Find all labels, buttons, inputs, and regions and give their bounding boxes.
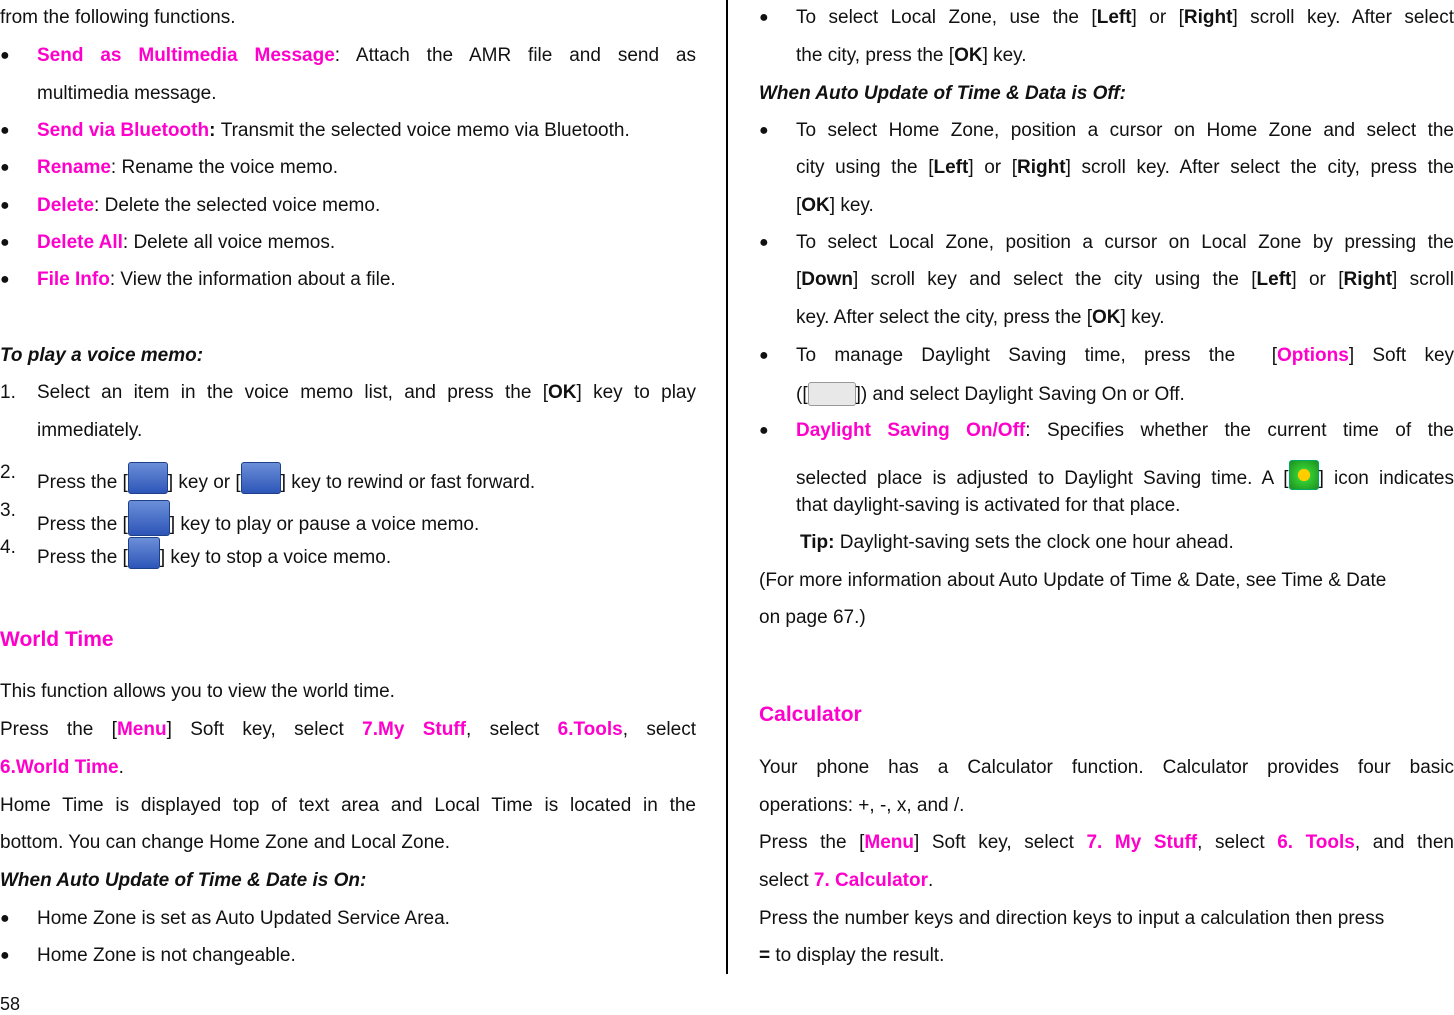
auto-on-heading: When Auto Update of Time & Date is On: — [0, 870, 367, 891]
daylight-item-cont: selected place is adjusted to Daylight Saving time. A [ ] icon indicates — [796, 460, 1454, 490]
daylight-saving-icon — [1289, 460, 1319, 490]
daylight-manage: ● To manage Daylight Saving time, press the [Options] Soft key — [759, 345, 1454, 366]
daylight-manage-cont: ([ ]) and select Daylight Saving On or Off. — [796, 384, 1185, 405]
home-zone-off-cont2: [OK] key. — [796, 195, 874, 216]
step-3: 3. Press the [ ] key to play or pause a voice memo. — [0, 500, 480, 535]
calculator-press-cont: select 7. Calculator. — [759, 870, 934, 891]
option-send-mms-cont: multimedia message. — [37, 83, 217, 104]
world-time-title: World Time — [0, 628, 114, 651]
calculator-keys: Press the number keys and direction keys to input a calculation then press — [759, 908, 1385, 929]
local-zone-on-cont: the city, press the [OK] key. — [796, 45, 1027, 66]
home-zone-off-cont: city using the [Left] or [Right] scroll key. After select the city, press the — [796, 157, 1454, 178]
auto-on-item: ● Home Zone is not changeable. — [0, 945, 296, 966]
page-number: 58 — [0, 994, 21, 1014]
play-pause-icon — [128, 500, 170, 536]
step-1-cont: immediately. — [37, 420, 143, 441]
option-send-bluetooth: ● Send via Bluetooth: Transmit the selected voice memo via Bluetooth. — [0, 120, 630, 141]
local-zone-off-cont: [Down] scroll key and select the city using the [Left] or [Right] scroll — [796, 269, 1454, 290]
calculator-desc-cont: operations: +, -, x, and /. — [759, 795, 965, 816]
soft-key-icon — [808, 382, 856, 406]
local-zone-off: ● To select Local Zone, position a cursor on Local Zone by pressing the — [759, 232, 1454, 253]
bullet: ● — [0, 47, 10, 64]
option-delete: ● Delete: Delete the selected voice memo. — [0, 195, 381, 216]
step-1: 1. Select an item in the voice memo list, and press the [OK] key to play — [0, 382, 696, 403]
option-name: Send via Bluetooth — [37, 120, 210, 141]
stop-icon — [128, 537, 160, 569]
rewind-icon — [128, 462, 168, 494]
option-name: Rename — [37, 157, 111, 178]
local-zone-off-cont2: key. After select the city, press the [OK] key. — [796, 307, 1165, 328]
daylight-item-cont2: that daylight-saving is activated for that place. — [796, 495, 1181, 516]
step-2: 2. Press the [ ] key or [ ] key to rewind or fast forward. — [0, 462, 536, 493]
fast-forward-icon — [241, 462, 281, 494]
tip: Tip: Daylight-saving sets the clock one hour ahead. — [800, 532, 1234, 553]
calculator-desc: Your phone has a Calculator function. Calculator provides four basic — [759, 757, 1454, 778]
calculator-keys-cont: = to display the result. — [759, 945, 945, 966]
column-divider — [726, 0, 728, 974]
play-heading: To play a voice memo: — [0, 345, 204, 366]
world-time-press-cont: 6.World Time. — [0, 757, 124, 778]
local-zone-on: ● To select Local Zone, use the [Left] or [Right] scroll key. After select — [759, 7, 1454, 28]
calculator-press: Press the [Menu] Soft key, select 7. My Stuff, select 6. Tools, and then — [759, 832, 1454, 853]
auto-on-item: ● Home Zone is set as Auto Updated Service Area. — [0, 908, 450, 929]
world-time-press: Press the [Menu] Soft key, select 7.My Stuff, select 6.Tools, select — [0, 719, 696, 740]
option-send-mms: ● Send as Multimedia Message: Attach the AMR file and send as — [0, 45, 697, 66]
world-time-desc: Home Time is displayed top of text area and Local Time is located in the — [0, 795, 696, 816]
step-4: 4. Press the [ ] key to stop a voice memo. — [0, 537, 392, 568]
option-name: File Info — [37, 269, 110, 290]
home-zone-off: ● To select Home Zone, position a cursor on Home Zone and select the — [759, 120, 1454, 141]
option-name: Delete All — [37, 232, 123, 253]
world-time-desc-cont: bottom. You can change Home Zone and Local Zone. — [0, 832, 450, 853]
more-info-cont: on page 67.) — [759, 607, 866, 628]
intro-text: from the following functions. — [0, 7, 236, 28]
more-info: (For more information about Auto Update of Time & Date, see Time & Date — [759, 570, 1387, 591]
option-rename: ● Rename: Rename the voice memo. — [0, 157, 338, 178]
daylight-item: ● Daylight Saving On/Off: Specifies whether the current time of the — [759, 420, 1454, 441]
world-time-intro: This function allows you to view the world time. — [0, 681, 395, 702]
option-name: Delete — [37, 195, 95, 216]
option-name: Send as Multimedia Message — [37, 45, 335, 66]
option-file-info: ● File Info: View the information about a file. — [0, 269, 396, 290]
auto-off-heading: When Auto Update of Time & Data is Off: — [759, 83, 1126, 104]
calculator-title: Calculator — [759, 703, 862, 726]
option-delete-all: ● Delete All: Delete all voice memos. — [0, 232, 336, 253]
